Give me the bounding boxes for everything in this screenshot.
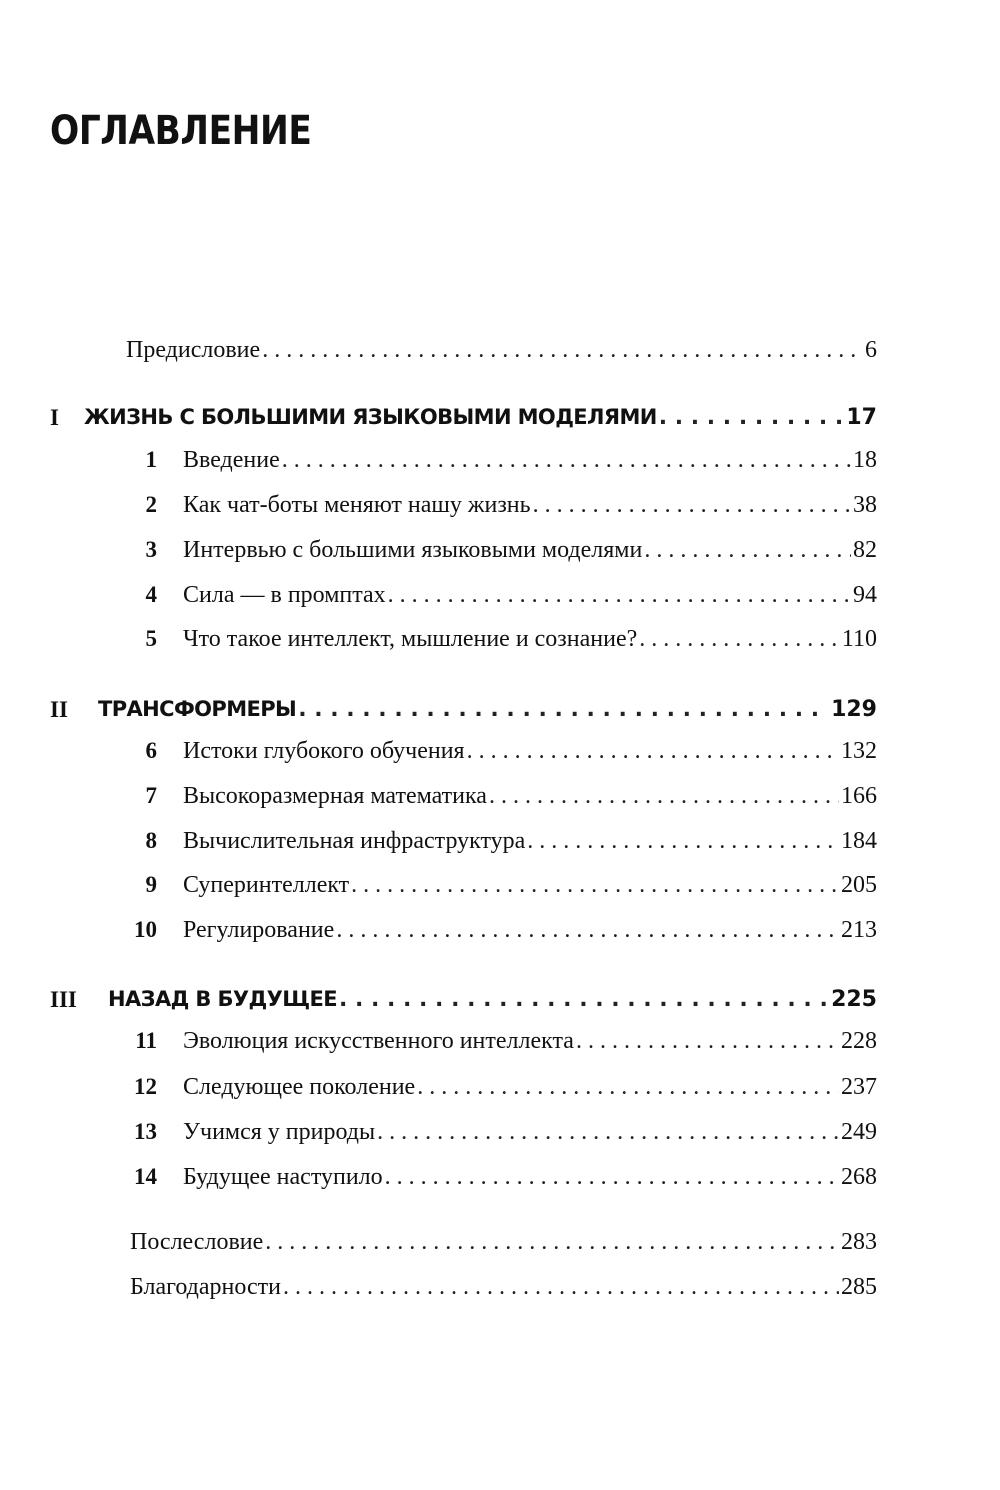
dot-leader xyxy=(639,626,840,653)
toc-chapter-11[interactable] xyxy=(0,1028,1000,1068)
dot-leader xyxy=(576,1028,839,1055)
toc-page-number: 184 xyxy=(841,828,877,854)
toc-chapter-6[interactable] xyxy=(0,738,1000,778)
toc-chapter-4[interactable] xyxy=(0,582,1000,622)
toc-chapter-9[interactable] xyxy=(0,872,1000,912)
dot-leader xyxy=(336,917,839,944)
dot-leader xyxy=(417,1074,839,1101)
chapter-number: 6 xyxy=(145,738,157,763)
toc-leader xyxy=(98,697,877,722)
chapter-number: 12 xyxy=(134,1074,157,1099)
chapter-number: 4 xyxy=(145,582,157,607)
toc-page-number: 94 xyxy=(853,582,877,608)
toc-leader xyxy=(183,1164,877,1191)
dot-leader xyxy=(527,828,839,855)
chapter-title: Высокоразмерная математика xyxy=(183,783,487,809)
dot-leader xyxy=(265,1229,839,1256)
part-title: НАЗАД В БУДУЩЕЕ xyxy=(108,987,337,1011)
toc-chapter-13[interactable] xyxy=(0,1119,1000,1159)
dot-leader xyxy=(377,1119,839,1146)
toc-page-number: 17 xyxy=(846,405,877,430)
dot-leader xyxy=(385,1164,839,1191)
toc-page-number: 237 xyxy=(841,1074,877,1100)
chapter-number: 11 xyxy=(135,1028,157,1053)
chapter-number: 13 xyxy=(134,1119,157,1144)
toc-page-number: 205 xyxy=(841,872,877,898)
toc-entry-preface[interactable] xyxy=(0,337,1000,377)
chapter-title: Эволюция искусственного интеллекта xyxy=(183,1028,574,1054)
chapter-title: Регулирование xyxy=(183,917,335,943)
chapter-title: Как чат-боты меняют нашу жизнь xyxy=(183,492,531,518)
toc-leader xyxy=(183,783,877,810)
toc-page-number: 82 xyxy=(853,537,877,563)
toc-page-number: 285 xyxy=(841,1274,877,1300)
toc-leader xyxy=(183,1074,877,1101)
toc-part-3[interactable] xyxy=(0,987,1000,1027)
chapter-title: Сила — в промптах xyxy=(183,582,386,608)
toc-leader xyxy=(183,626,877,653)
toc-leader xyxy=(183,917,877,944)
chapter-title: Вычислительная инфраструктура xyxy=(183,828,526,854)
dot-leader xyxy=(351,872,839,899)
dot-leader xyxy=(262,337,863,364)
toc-entry-label: Предисловие xyxy=(126,337,261,363)
toc-chapter-8[interactable] xyxy=(0,828,1000,868)
toc-page-number: 110 xyxy=(841,626,877,652)
toc-part-2[interactable] xyxy=(0,697,1000,737)
part-numeral: II xyxy=(50,697,68,722)
chapter-number: 5 xyxy=(145,626,157,651)
toc-page-number: 268 xyxy=(841,1164,877,1190)
dot-leader xyxy=(298,697,829,722)
toc-page-number: 18 xyxy=(853,447,877,473)
chapter-number: 3 xyxy=(145,537,157,562)
dot-leader xyxy=(489,783,839,810)
toc-page-number: 6 xyxy=(865,337,877,363)
toc-leader xyxy=(183,738,877,765)
toc-leader xyxy=(183,1028,877,1055)
part-numeral: III xyxy=(50,987,77,1012)
toc-chapter-1[interactable] xyxy=(0,447,1000,487)
toc-leader xyxy=(183,1119,877,1146)
part-title: ЖИЗНЬ С БОЛЬШИМИ ЯЗЫКОВЫМИ МОДЕЛЯМИ xyxy=(84,405,657,429)
chapter-number: 2 xyxy=(145,492,157,517)
dot-leader xyxy=(659,405,845,430)
chapter-title: Следующее поколение xyxy=(183,1074,416,1100)
page-title: ОГЛАВЛЕНИЕ xyxy=(50,108,312,154)
toc-page-number: 129 xyxy=(831,697,877,722)
toc-page-number: 283 xyxy=(841,1229,877,1255)
toc-chapter-14[interactable] xyxy=(0,1164,1000,1204)
dot-leader xyxy=(533,492,851,519)
toc-chapter-10[interactable] xyxy=(0,917,1000,957)
toc-page-number: 38 xyxy=(853,492,877,518)
chapter-title: Суперинтеллект xyxy=(183,872,350,898)
toc-entry-label: Благодарности xyxy=(130,1274,281,1300)
toc-part-1[interactable] xyxy=(0,405,1000,445)
toc-chapter-5[interactable] xyxy=(0,626,1000,666)
toc-entry-afterword[interactable] xyxy=(0,1229,1000,1269)
toc-chapter-12[interactable] xyxy=(0,1074,1000,1114)
toc-page-number: 228 xyxy=(841,1028,877,1054)
chapter-title: Что такое интеллект, мышление и сознание? xyxy=(183,626,638,652)
toc-page-number: 249 xyxy=(841,1119,877,1145)
chapter-number: 7 xyxy=(145,783,157,808)
chapter-number: 9 xyxy=(145,872,157,897)
toc-leader xyxy=(183,492,877,519)
toc-page-number: 132 xyxy=(841,738,877,764)
toc-leader xyxy=(108,987,877,1012)
toc-leader xyxy=(126,337,877,364)
toc-page-number: 166 xyxy=(841,783,877,809)
dot-leader xyxy=(283,1274,839,1301)
toc-leader xyxy=(130,1229,877,1256)
toc-chapter-2[interactable] xyxy=(0,492,1000,532)
toc-leader xyxy=(183,828,877,855)
chapter-number: 14 xyxy=(134,1164,157,1189)
part-numeral: I xyxy=(50,405,59,430)
chapter-number: 8 xyxy=(145,828,157,853)
toc-page-number: 213 xyxy=(841,917,877,943)
chapter-title: Интервью с большими языковыми моделями xyxy=(183,537,643,563)
part-title: ТРАНСФОРМЕРЫ xyxy=(98,697,297,721)
chapter-title: Учимся у природы xyxy=(183,1119,376,1145)
toc-chapter-7[interactable] xyxy=(0,783,1000,823)
chapter-title: Будущее наступило xyxy=(183,1164,383,1190)
toc-leader xyxy=(84,405,877,430)
toc-leader xyxy=(183,447,877,474)
toc-leader xyxy=(183,537,877,564)
toc-leader xyxy=(130,1274,877,1301)
toc-entry-acknowledgements[interactable] xyxy=(0,1274,1000,1314)
chapter-title: Истоки глубокого обучения xyxy=(183,738,465,764)
dot-leader xyxy=(467,738,839,765)
chapter-title: Введение xyxy=(183,447,280,473)
toc-leader xyxy=(183,872,877,899)
dot-leader xyxy=(282,447,851,474)
toc-chapter-3[interactable] xyxy=(0,537,1000,577)
chapter-number: 10 xyxy=(134,917,157,942)
chapter-number: 1 xyxy=(145,447,157,472)
dot-leader xyxy=(644,537,851,564)
toc-page-number: 225 xyxy=(831,987,877,1012)
toc-entry-label: Послесловие xyxy=(130,1229,264,1255)
dot-leader xyxy=(388,582,851,609)
dot-leader xyxy=(339,987,829,1012)
toc-leader xyxy=(183,582,877,609)
